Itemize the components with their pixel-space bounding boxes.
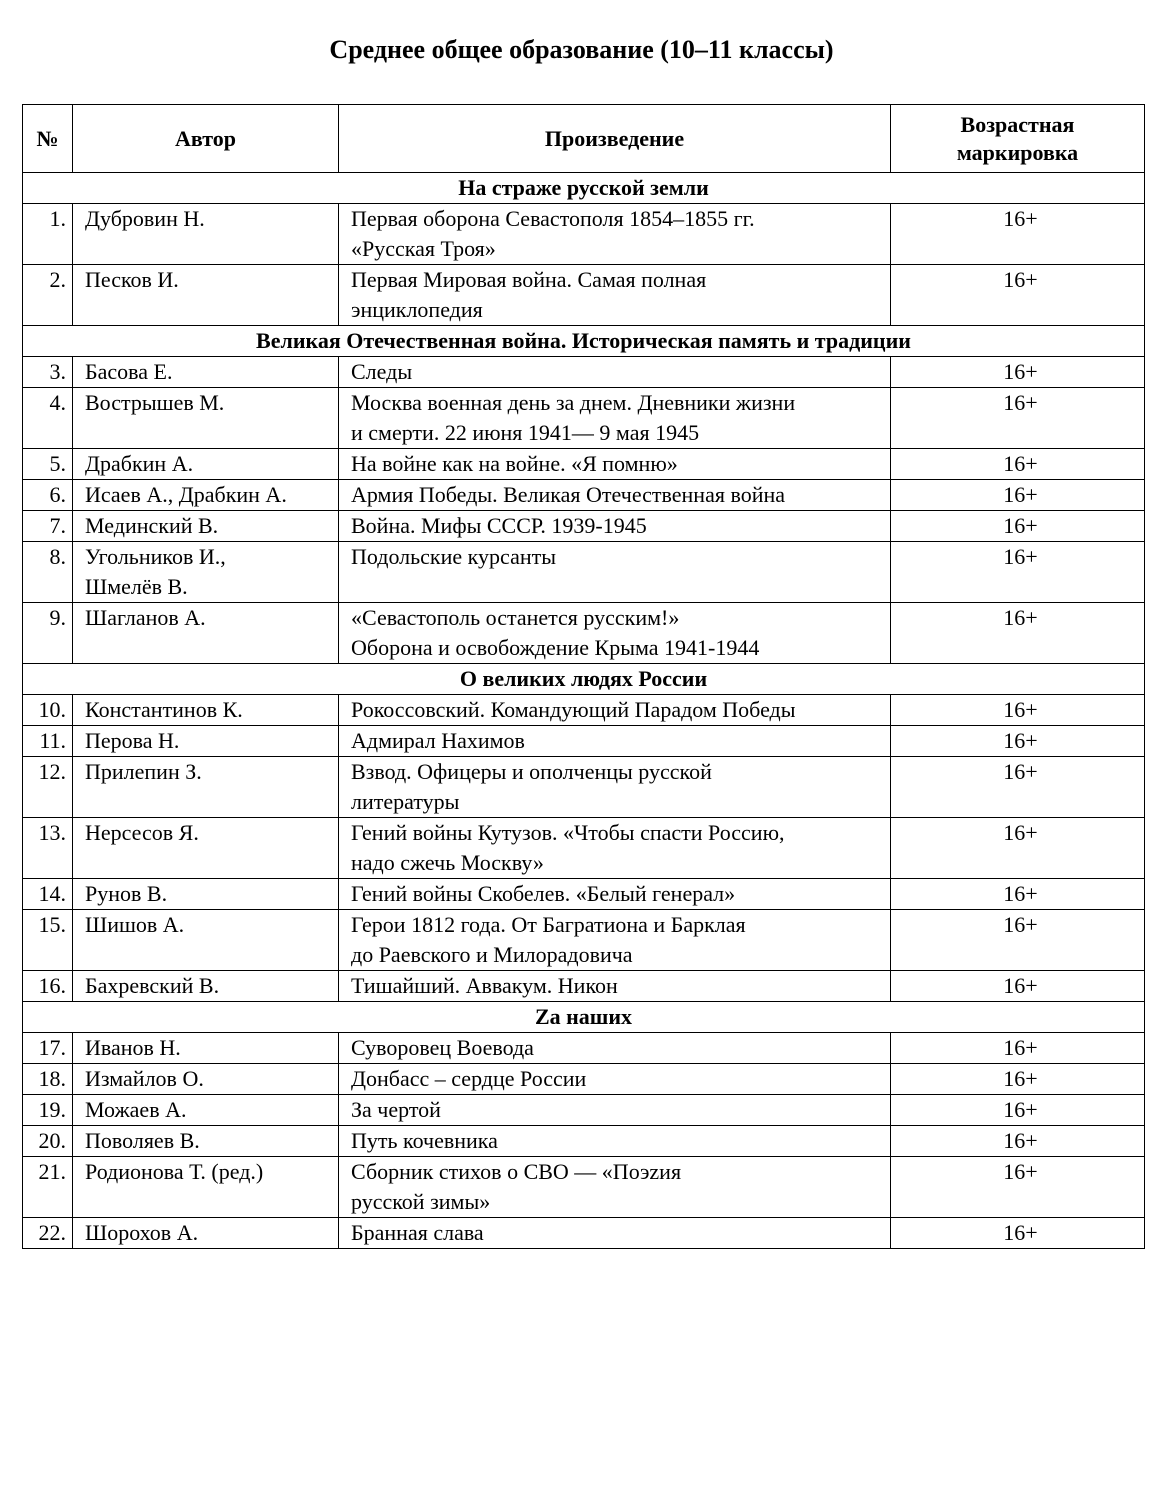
row-number: 13. — [23, 818, 73, 879]
table-row — [23, 818, 1145, 879]
row-number: 10. — [23, 695, 73, 726]
row-number: 17. — [23, 1033, 73, 1064]
section-title: Zа наших — [23, 1002, 1145, 1033]
row-work: Рокоссовский. Командующий Парадом Победы — [339, 695, 891, 726]
row-work: Гений войны Кутузов. «Чтобы спасти Россию, надо сжечь Москву» — [339, 818, 891, 879]
row-age-rating: 16+ — [891, 204, 1145, 265]
row-author: Вострышев М. — [73, 388, 339, 449]
row-number: 12. — [23, 757, 73, 818]
row-author: Исаев А., Драбкин А. — [73, 480, 339, 511]
row-age-rating: 16+ — [891, 757, 1145, 818]
header-author: Автор — [73, 105, 339, 173]
row-work: Война. Мифы СССР. 1939-1945 — [339, 511, 891, 542]
row-number: 9. — [23, 603, 73, 664]
row-author: Прилепин З. — [73, 757, 339, 818]
header-row — [23, 105, 1145, 173]
row-work: Путь кочевника — [339, 1126, 891, 1157]
row-age-rating: 16+ — [891, 1218, 1145, 1249]
row-number: 4. — [23, 388, 73, 449]
row-age-rating: 16+ — [891, 542, 1145, 603]
row-number: 3. — [23, 357, 73, 388]
row-age-rating: 16+ — [891, 1095, 1145, 1126]
row-work: Москва военная день за днем. Дневники жизни и смерти. 22 июня 1941— 9 мая 1945 — [339, 388, 891, 449]
table-row — [23, 910, 1145, 971]
row-age-rating: 16+ — [891, 910, 1145, 971]
row-work: Следы — [339, 357, 891, 388]
row-author: Константинов К. — [73, 695, 339, 726]
table-row — [23, 449, 1145, 480]
row-author: Родионова Т. (ред.) — [73, 1157, 339, 1218]
row-work: Бранная слава — [339, 1218, 891, 1249]
row-number: 2. — [23, 265, 73, 326]
book-table — [22, 104, 1145, 1249]
section-title: О великих людях России — [23, 664, 1145, 695]
row-number: 21. — [23, 1157, 73, 1218]
row-author: Дубровин Н. — [73, 204, 339, 265]
row-number: 14. — [23, 879, 73, 910]
table-row — [23, 695, 1145, 726]
section-row — [23, 664, 1145, 695]
row-age-rating: 16+ — [891, 1064, 1145, 1095]
row-author: Бахревский В. — [73, 971, 339, 1002]
table-row — [23, 542, 1145, 603]
row-age-rating: 16+ — [891, 726, 1145, 757]
row-number: 20. — [23, 1126, 73, 1157]
row-author: Басова Е. — [73, 357, 339, 388]
table-row — [23, 1126, 1145, 1157]
row-author: Мединский В. — [73, 511, 339, 542]
row-age-rating: 16+ — [891, 388, 1145, 449]
table-row — [23, 204, 1145, 265]
row-number: 15. — [23, 910, 73, 971]
row-number: 1. — [23, 204, 73, 265]
table-row — [23, 757, 1145, 818]
table-row — [23, 480, 1145, 511]
row-work: Адмирал Нахимов — [339, 726, 891, 757]
section-title: На страже русской земли — [23, 173, 1145, 204]
row-number: 6. — [23, 480, 73, 511]
row-author: Драбкин А. — [73, 449, 339, 480]
table-row — [23, 1095, 1145, 1126]
table-row — [23, 1064, 1145, 1095]
row-author: Рунов В. — [73, 879, 339, 910]
row-age-rating: 16+ — [891, 695, 1145, 726]
table-row — [23, 879, 1145, 910]
row-work: «Севастополь останется русским!» Оборона и освобождение Крыма 1941-1944 — [339, 603, 891, 664]
table-row — [23, 1218, 1145, 1249]
row-work: Первая оборона Севастополя 1854–1855 гг. «Русская Троя» — [339, 204, 891, 265]
row-number: 22. — [23, 1218, 73, 1249]
row-author: Измайлов О. — [73, 1064, 339, 1095]
row-work: Донбасс – сердце России — [339, 1064, 891, 1095]
row-number: 7. — [23, 511, 73, 542]
section-row — [23, 1002, 1145, 1033]
table-row — [23, 388, 1145, 449]
row-author: Песков И. — [73, 265, 339, 326]
row-author: Нерсесов Я. — [73, 818, 339, 879]
row-age-rating: 16+ — [891, 265, 1145, 326]
row-author: Шишов А. — [73, 910, 339, 971]
row-age-rating: 16+ — [891, 480, 1145, 511]
row-age-rating: 16+ — [891, 1157, 1145, 1218]
row-work: За чертой — [339, 1095, 891, 1126]
row-author: Угольников И., Шмелёв В. — [73, 542, 339, 603]
table-row — [23, 971, 1145, 1002]
header-num: № — [23, 105, 73, 173]
row-author: Поволяев В. — [73, 1126, 339, 1157]
table-row — [23, 265, 1145, 326]
row-number: 18. — [23, 1064, 73, 1095]
section-title: Великая Отечественная война. Историческая память и традиции — [23, 326, 1145, 357]
row-age-rating: 16+ — [891, 357, 1145, 388]
row-author: Иванов Н. — [73, 1033, 339, 1064]
row-author: Шорохов А. — [73, 1218, 339, 1249]
row-age-rating: 16+ — [891, 603, 1145, 664]
row-work: Первая Мировая война. Самая полная энциклопедия — [339, 265, 891, 326]
table-row — [23, 357, 1145, 388]
row-author: Перова Н. — [73, 726, 339, 757]
row-author: Можаев А. — [73, 1095, 339, 1126]
table-row — [23, 1033, 1145, 1064]
row-work: Гений войны Скобелев. «Белый генерал» — [339, 879, 891, 910]
section-row — [23, 326, 1145, 357]
table-row — [23, 511, 1145, 542]
row-number: 5. — [23, 449, 73, 480]
row-work: Герои 1812 года. От Багратиона и Барклая до Раевского и Милорадовича — [339, 910, 891, 971]
row-work: Армия Победы. Великая Отечественная война — [339, 480, 891, 511]
row-work: Подольские курсанты — [339, 542, 891, 603]
row-work: Суворовец Воевода — [339, 1033, 891, 1064]
table-row — [23, 603, 1145, 664]
table-header — [23, 105, 1145, 173]
header-age: Возрастная маркировка — [891, 105, 1145, 173]
row-age-rating: 16+ — [891, 1033, 1145, 1064]
row-number: 16. — [23, 971, 73, 1002]
row-work: Сборник стихов о СВО — «Поэzия русской зимы» — [339, 1157, 891, 1218]
row-age-rating: 16+ — [891, 1126, 1145, 1157]
page-title: Среднее общее образование (10–11 классы) — [329, 35, 834, 64]
row-work: Взвод. Офицеры и ополченцы русской литературы — [339, 757, 891, 818]
row-age-rating: 16+ — [891, 818, 1145, 879]
row-author: Шагланов А. — [73, 603, 339, 664]
row-work: Тишайший. Аввакум. Никон — [339, 971, 891, 1002]
row-work: На войне как на войне. «Я помню» — [339, 449, 891, 480]
row-age-rating: 16+ — [891, 971, 1145, 1002]
table-body — [23, 173, 1145, 1249]
row-number: 11. — [23, 726, 73, 757]
row-number: 19. — [23, 1095, 73, 1126]
row-age-rating: 16+ — [891, 449, 1145, 480]
row-age-rating: 16+ — [891, 511, 1145, 542]
row-number: 8. — [23, 542, 73, 603]
table-row — [23, 1157, 1145, 1218]
header-work: Произведение — [339, 105, 891, 173]
row-age-rating: 16+ — [891, 879, 1145, 910]
table-row — [23, 726, 1145, 757]
section-row — [23, 173, 1145, 204]
